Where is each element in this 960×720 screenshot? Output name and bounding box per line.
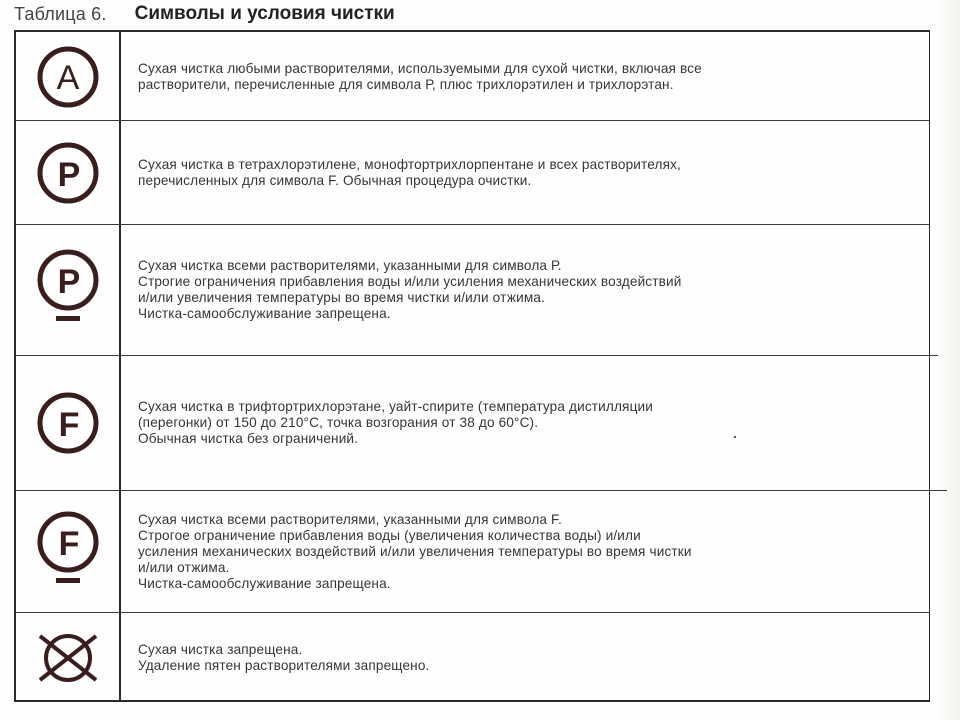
description-text: Сухая чистка всеми растворителями, указанными для символа Р. Строгие ограничения прибавления воды и/или усиления механических воздействий и/или увеличения температуры во время чистки и/или отжима. Чистка-самообслуживание запрещена. (138, 258, 682, 321)
symbol-cell (16, 491, 119, 612)
circle-p-icon (36, 141, 100, 205)
symbol-cell (16, 121, 119, 224)
circle-f-icon (36, 391, 100, 455)
description-text: Сухая чистка запрещена. Удаление пятен растворителями запрещено. (138, 641, 430, 673)
table-header (14, 0, 395, 28)
circle-a-icon (36, 45, 100, 109)
symbol-cell (16, 225, 119, 355)
description-text: Сухая чистка любыми растворителями, используемыми для сухой чистки, включая все растворители, перечисленные для символа Р, плюс трихлорэтилен и трихлорэтан. (138, 60, 702, 92)
page-edge (940, 0, 960, 720)
cleaning-symbols-table (14, 30, 930, 702)
symbol-letter: F (58, 524, 79, 563)
scan-dot (734, 436, 736, 438)
symbol-cell (16, 32, 119, 121)
symbol-cell (16, 356, 119, 490)
description-text: Сухая чистка в трифтортрихлорэтане, уайт-спирите (температура дистилляции (перегонки) от 150 до 210°С, точка возгорания от 38 до 60°С). Обычная чистка без ограничений. (138, 399, 653, 446)
symbol-letter: F (58, 406, 79, 444)
table-row (16, 225, 929, 355)
description-cell (138, 225, 919, 355)
symbol-letter: P (57, 155, 80, 194)
description-cell (138, 491, 919, 612)
table-row (16, 491, 929, 612)
table-row (16, 121, 929, 224)
symbol-letter: A (56, 58, 79, 97)
symbol-cell (16, 613, 119, 702)
description-cell (138, 121, 919, 224)
circle-f-underline-icon (36, 510, 100, 594)
description-text: Сухая чистка в тетрахлорэтилене, монофтортрихлорпентане и всех растворителях, перечисленных для символа F. Обычная процедура очистки. (138, 156, 681, 188)
circle-p-underline-icon (36, 248, 100, 332)
table-row (16, 613, 929, 702)
table-row (16, 32, 929, 121)
symbol-letter: P (57, 263, 80, 301)
crossed-circle-icon (32, 630, 104, 686)
table-label: Таблица 6. (14, 3, 107, 24)
description-cell (138, 356, 919, 490)
description-cell (138, 613, 919, 702)
description-text: Сухая чистка всеми растворителями, указанными для символа F. Строгое ограничение прибавления воды (увеличения количества воды) и/или усиления механических воздействий и/или увеличения температуры во время чистки и/или отжима. Чистка-самообслуживание запрещена. (138, 511, 692, 591)
description-cell (138, 32, 919, 121)
table-title: Символы и условия чистки (134, 3, 395, 24)
table-row (16, 356, 929, 490)
